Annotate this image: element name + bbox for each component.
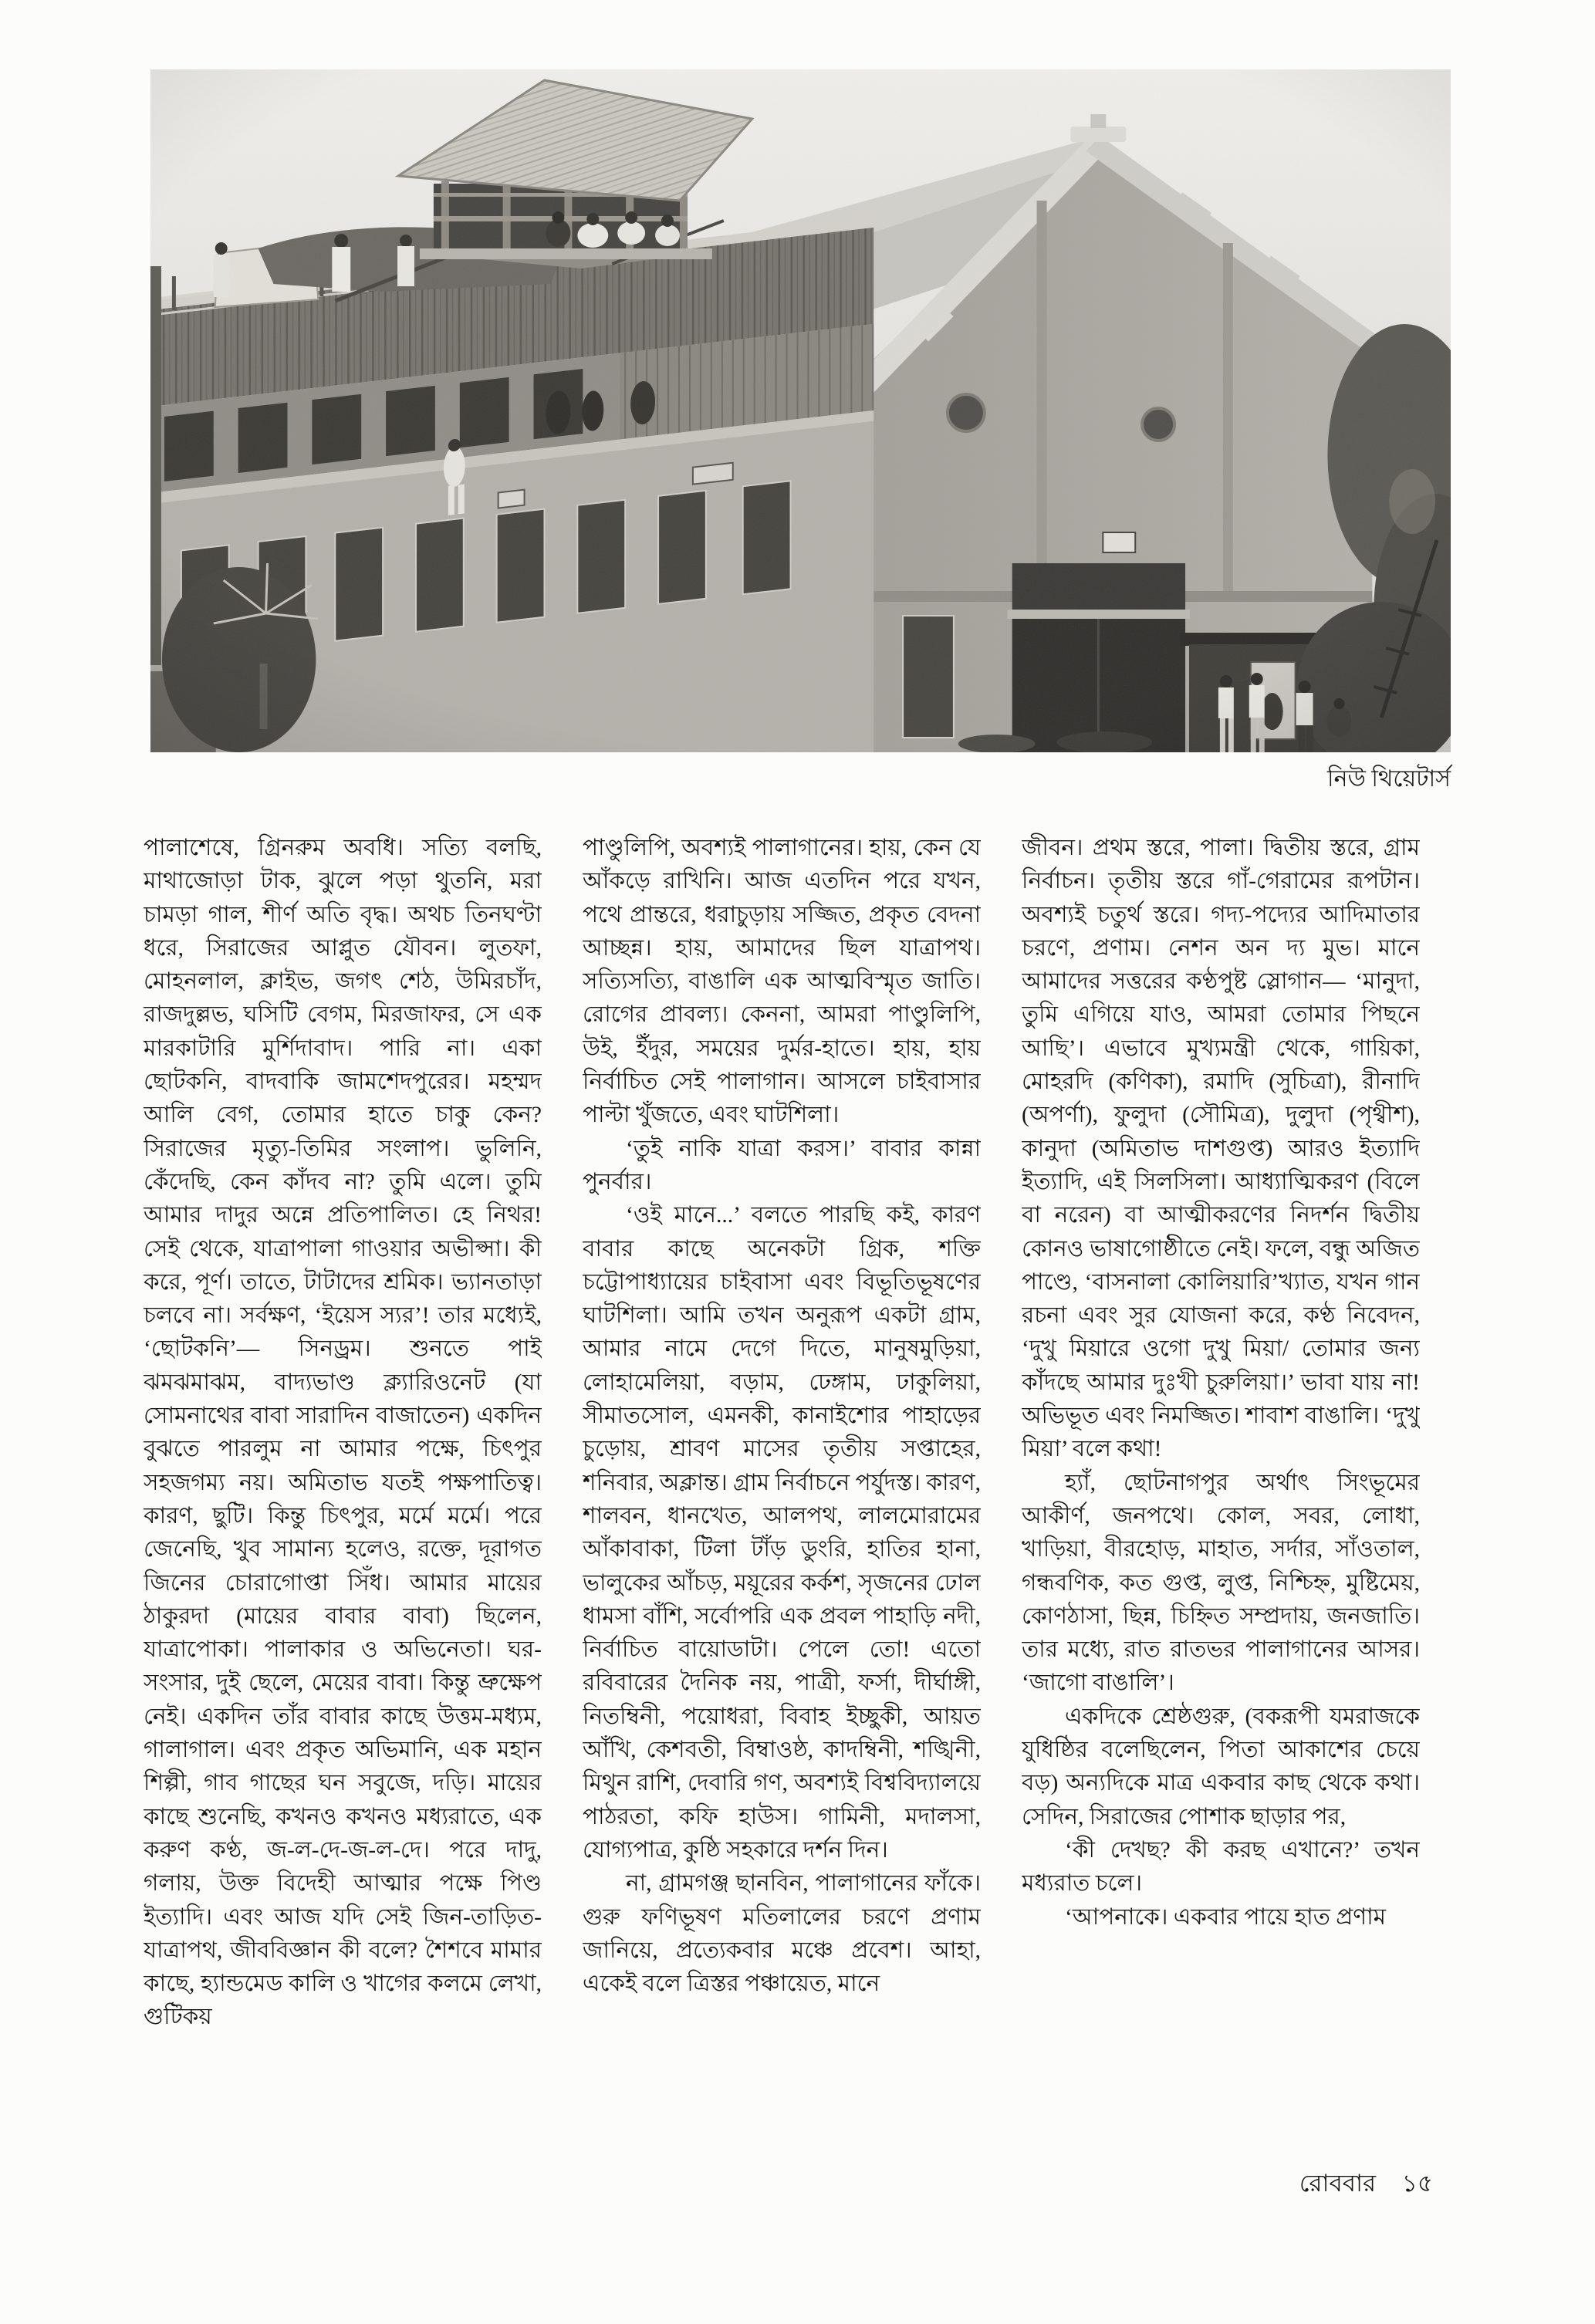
body-paragraph: ‘আপনাকে। একবার পায়ে হাত প্রণাম: [1065, 1904, 1387, 1930]
body-paragraph: পাণ্ডুলিপি, অবশ্যই পালাগানের। হায়, কেন যে আঁকড়ে রাখিনি। আজ এতদিন পরে যখন, পথে প্রান্তরে, ধরাচুড়ায় সজ্জিত, প্রকৃত বেদনা আচ্ছন্ন। হায়, আমাদের ছিল যাত্রাপথ। সত্যিসত্যি, বাঙালি এক আত্মবিস্মৃত জাতি। রোগের প্রাবল্য। কেননা, আমরা পাণ্ডুলিপি, উই, ইঁদুর, সময়ের দুর্মর-হাতে। হায়, হায় নির্বাচিত সেই পালাগান। আসলে চাইবাসার পাল্টা খুঁজতে, এবং ঘাটশিলা।: [583, 836, 981, 1128]
new-theatres-photo: [150, 69, 1451, 752]
body-paragraph: ‘ওই মানে...’ বলতে পারছি কই, কারণ বাবার কাছে অনেকটা গ্রিক, শক্তি চট্টোপাধ্যায়ের চাইবাসা এবং বিভূতিভূষণের ঘাটশিলা। আমি তখন অনুরূপ একটা গ্রাম, আমার নামে দেগে দিতে, মানুষমুড়িয়া, লোহামেলিয়া, বড়াম, ঢেঙ্গাম, ঢাকুলিয়া, সীমাতসোল, এমনকী, কানাইশোর পাহাড়ের চুড়োয়, শ্রাবণ মাসের তৃতীয় সপ্তাহের, শনিবার, অক্লান্ত। গ্রাম নির্বাচনে পর্যুদস্ত। কারণ, শালবন, ধানখেত, আলপথ, লালমোরামের আঁকাবাকা, টিলা টাঁড় ডুংরি, হাতির হানা, ভালুকের আঁচড়, ময়ূরের কর্কশ, সৃজনের ঢোল ধামসা বাঁশি, সর্বোপরি এক প্রবল পাহাড়ি নদী, নির্বাচিত বায়োডাটা। পেলে তো! এতো রবিবারের দৈনিক নয়, পাত্রী, ফর্সা, দীর্ঘাঙ্গী, নিতম্বিনী, পয়োধরা, বিবাহ ইচ্ছুকী, আয়ত আঁখি, কেশবতী, বিম্বাওষ্ঠ, কাদম্বিনী, শঙ্খিনী, মিথুন রাশি, দেবারি গণ, অবশ্যই বিশ্ববিদ্যালয়ে পাঠরতা, কফি হাউস। গামিনী, মদালসা, যোগ্যপাত্র, কুষ্ঠি সহকারে দর্শন দিন।: [583, 1203, 981, 1863]
magazine-name: রোববার: [1299, 2170, 1377, 2197]
body-paragraph: হ্যাঁ, ছোটনাগপুর অর্থাৎ সিংভূমের আকীর্ণ, জনপথে। কোল, সবর, লোধা, খাড়িয়া, বীরহোড়, মাহাত, সর্দার, সাঁওতাল, গন্ধবণিক, কত গুপ্ত, লুপ্ত, নিশ্চিহ্ন, মুষ্টিমেয়, কোণঠাসা, ছিন্ন, চিহ্নিত সম্প্রদায়, জনজাতি। তার মধ্যে, রাত রাতভর পালাগানের আসর। ‘জাগো বাঙালি’।: [1022, 1470, 1420, 1696]
photo-caption: নিউ থিয়েটার্স: [1327, 766, 1451, 792]
text-column-2: [583, 832, 981, 2174]
page-number: ১৫: [1401, 2170, 1433, 2197]
page-footer: [1299, 2165, 1433, 2205]
article-body: [144, 832, 1420, 2174]
body-paragraph: ‘তুই নাকি যাত্রা করস।’ বাবার কান্না পুনর্বার।: [583, 1136, 981, 1194]
body-paragraph: না, গ্রামগঞ্জ ছানবিন, পালাগানের ফাঁকে। গুরু ফণিভূষণ মতিলালের চরণে প্রণাম জানিয়ে, প্রত্যেকবার মঞ্চে প্রবেশ। আহা, একেই বলে ত্রিস্তর পঞ্চায়েত, মানে: [583, 1871, 981, 1997]
body-paragraph: একদিকে শ্রেষ্ঠগুরু, (বকরূপী যমরাজকে যুধিষ্ঠির বলেছিলেন, পিতা আকাশের চেয়ে বড়) অন্যদিকে মাত্র একবার কাছ থেকে কথা। সেদিন, সিরাজের পোশাক ছাড়ার পর,: [1022, 1704, 1420, 1829]
photo-vignette: [150, 69, 1451, 752]
text-column-1: [144, 832, 542, 2174]
body-paragraph: পালাশেষে, গ্রিনরুম অবধি। সত্যি বলছি, মাথাজোড়া টাক, ঝুলে পড়া থুতনি, মরা চামড়া গাল, শীর্ণ অতি বৃদ্ধ। অথচ তিনঘণ্টা ধরে, সিরাজের আপ্লুত যৌবন। লুতফা, মোহনলাল, ক্লাইভ, জগৎ শেঠ, উমিরচাঁদ, রাজদুল্লভ, ঘসিটি বেগম, মিরজাফর, সে এক মারকাটারি মুর্শিদাবাদ। পারি না। একা ছোটকনি, বাদবাকি জামশেদপুরের। মহম্মদ আলি বেগ, তোমার হাতে চাকু কেন? সিরাজের মৃত্যু-তিমির সংলাপ। ভুলিনি, কেঁদেছি, কেন কাঁদব না? তুমি এলে। তুমি আমার দাদুর অন্নে প্রতিপালিত। হে নিথর! সেই থেকে, যাত্রাপালা গাওয়ার অভীপ্সা। কী করে, পূর্ণ। তাতে, টাটাদের শ্রমিক। ভ্যানতাড়া চলবে না। সর্বক্ষণ, ‘ইয়েস স্যর’! তার মধ্যেই, ‘ছোটকনি’— সিনড্রম। শুনতে পাই ঝমঝমাঝম, বাদ্যভাণ্ড ক্ল্যারিওনেট (যা সোমনাথের বাবা সারাদিন বাজাতেন) একদিন বুঝতে পারলুম না আমার পক্ষে, চিৎপুর সহজগম্য নয়। অমিতাভ যতই পক্ষপাতিত্ব। কারণ, ছুটি। কিন্তু চিৎপুর, মর্মে মর্মে। পরে জেনেছি, খুব সামান্য হলেও, রক্তে, দূরাগত জিনের চোরাগোপ্তা সিঁধ। আমার মায়ের ঠাকুরদা (মায়ের বাবার বাবা) ছিলেন, যাত্রাপোকা। পালাকার ও অভিনেতা। ঘর-সংসার, দুই ছেলে, মেয়ের বাবা। কিন্তু ভ্রুক্ষেপ নেই। একদিন তাঁর বাবার কাছে উত্তম-মধ্যম, গালাগাল। এবং প্রকৃত অভিমানি, এক মহান শিল্পী, গাব গাছের ঘন সবুজে, দড়ি। মায়ের কাছে শুনেছি, কখনও কখনও মধ্যরাতে, এক করুণ কণ্ঠ, জ-ল-দে-জ-ল-দে। পরে দাদু, গলায়, উক্ত বিদেহী আত্মার পক্ষে পিণ্ড ইত্যাদি। এবং আজ যদি সেই জিন-তাড়িত-যাত্রাপথ, জীববিজ্ঞান কী বলে? শৈশবে মামার কাছে, হ্যান্ডমেড কালি ও খাগের কলমে লেখা, গুটিকয়: [144, 836, 542, 2030]
text-column-3: [1022, 832, 1420, 2174]
body-paragraph: ‘কী দেখছ? কী করছ এখানে?’ তখন মধ্যরাত চলে।: [1022, 1837, 1420, 1897]
body-paragraph: জীবন। প্রথম স্তরে, পালা। দ্বিতীয় স্তরে, গ্রাম নির্বাচন। তৃতীয় স্তরে গাঁ-গেরামের রূপটান। অবশ্যই চতুর্থ স্তরে। গদ্য-পদ্যের আদিমাতার চরণে, প্রণাম। নেশন অন দ্য মুভ। মানে আমাদের সত্তরের কণ্ঠপুষ্ট স্লোগান— ‘মানুদা, তুমি এগিয়ে যাও, আমরা তোমার পিছনে আছি’। এভাবে মুখ্যমন্ত্রী থেকে, গায়িকা, মোহরদি (কণিকা), রমাদি (সুচিত্রা), রীনাদি (অপর্ণা), ফুলুদা (সৌমিত্র), দুলুদা (পৃথ্বীশ), কানুদা (অমিতাভ দাশগুপ্ত) আরও ইত্যাদি ইত্যাদি, এই সিলসিলা। আধ্যাত্মিকরণ (বিলে বা নরেন) বা আত্মীকরণের নিদর্শন দ্বিতীয় কোনও ভাষাগোষ্ঠীতে নেই। ফলে, বন্ধু অজিত পাণ্ডে, ‘বাসনালা কোলিয়ারি’খ্যাত, যখন গান রচনা এবং সুর যোজনা করে, কণ্ঠ নিবেদন, ‘দুখু মিয়ারে ওগো দুখু মিয়া/ তোমার জন্য কাঁদছে আমার দুঃখী চুরুলিয়া।’ ভাবা যায় না! অভিভূত এবং নিমজ্জিত। শাবাশ বাঙালি। ‘দুখু মিয়া’ বলে কথা!: [1022, 836, 1420, 1462]
